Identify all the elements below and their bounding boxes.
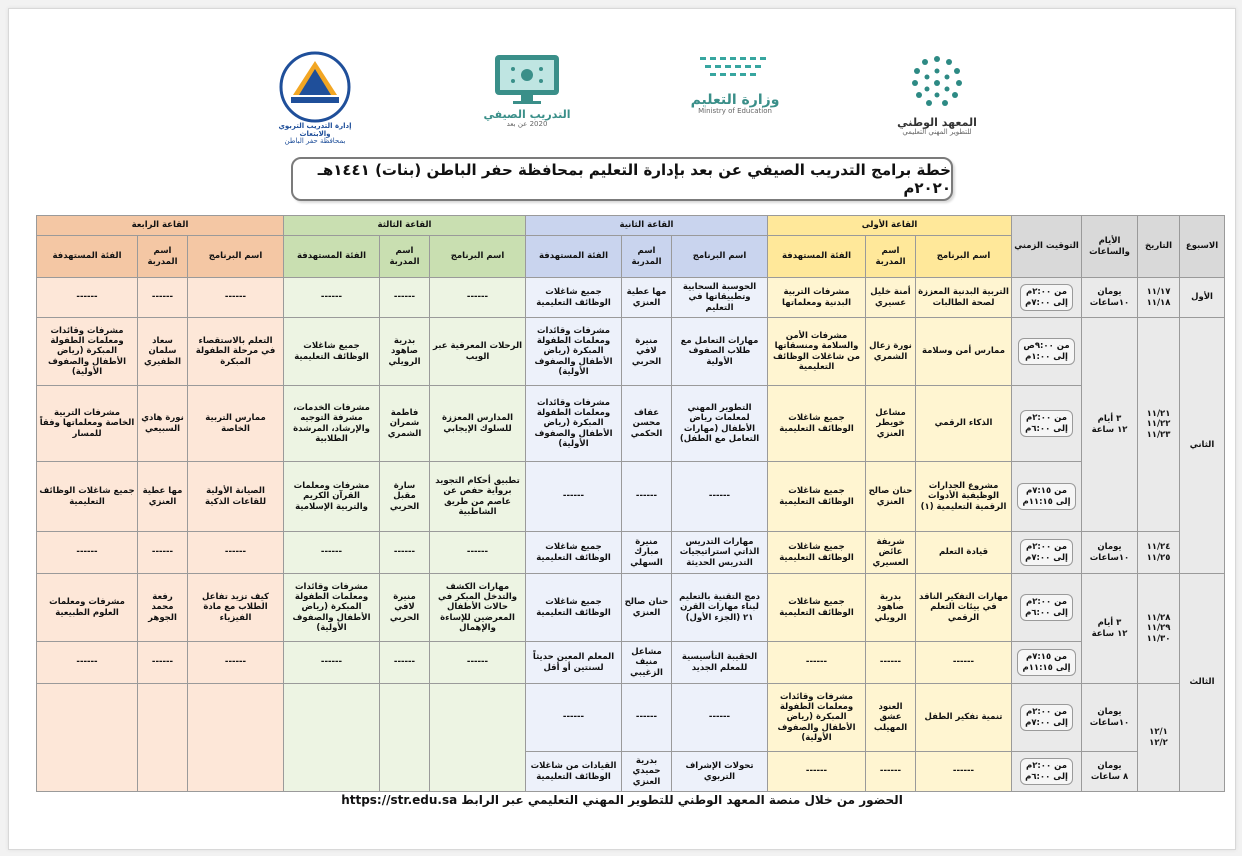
trainer-cell: العنود عشق المهيلب <box>866 684 916 752</box>
time-cell: من ٢:٠٠م إلى ٧:٠٠م <box>1020 284 1073 310</box>
ministry-logo <box>665 51 805 147</box>
target-cell: ------ <box>284 278 380 318</box>
days-cell: ٣ أيام ١٢ ساعة <box>1082 574 1138 684</box>
time-cell: من ٩:٠٠ص إلى ١:٠٠م <box>1018 338 1074 364</box>
date-cell: ١١/٢١ ١١/٢٢ ١١/٢٣ <box>1138 318 1180 532</box>
institute-subtitle: للتطوير المهني التعليمي <box>902 128 972 137</box>
trainer-cell: نورة هادي السبيعي <box>138 386 188 462</box>
trainer-cell: ------ <box>380 532 430 574</box>
target-cell: جميع شاغلات الوظائف التعليمية <box>768 386 866 462</box>
table-row <box>37 462 1225 532</box>
date-cell: ١١/٢٨ ١١/٢٩ ١١/٣٠ <box>1138 574 1180 684</box>
target-cell: ------ <box>37 642 138 684</box>
target-cell: جميع شاغلات الوظائف التعليمية <box>284 318 380 386</box>
header-time: التوقيت الزمني <box>1012 216 1082 278</box>
trainer-cell: سارة مقبل الحربي <box>380 462 430 532</box>
target-cell: ------ <box>526 462 622 532</box>
target-cell: مشرفات وقائدات ومعلمات الطفولة المبكرة (رياض الأطفال والصفوف الأولية) <box>284 574 380 642</box>
target-cell: ------ <box>526 684 622 752</box>
table-row <box>37 574 1225 642</box>
target-cell: جميع شاغلات الوظائف التعليمية <box>768 574 866 642</box>
target-cell: جميع شاغلات الوظائف التعليمية <box>37 462 138 532</box>
table-row <box>37 642 1225 684</box>
header-program: اسم البرنامج <box>916 236 1012 278</box>
time-cell: من ٢:٠٠م إلى ٦:٠٠م <box>1020 410 1073 436</box>
program-cell: ------ <box>430 278 526 318</box>
schedule-body <box>37 278 1225 792</box>
table-row <box>37 532 1225 574</box>
trainer-cell: ------ <box>622 684 672 752</box>
program-cell: ------ <box>916 642 1012 684</box>
program-cell: ------ <box>916 752 1012 792</box>
trainer-cell: منيرة لافي الحربي <box>380 574 430 642</box>
target-cell: مشرفات وقائدات ومعلمات الطفولة المبكرة (رياض الأطفال والصفوف الأولية) <box>526 386 622 462</box>
program-cell: تطبيق أحكام التجويد برواية حفص عن عاصم من طريق الشاطبية <box>430 462 526 532</box>
date-cell: ١١/٢٤ ١١/٢٥ <box>1138 532 1180 574</box>
date-cell: ١٢/١ ١٢/٢ <box>1138 684 1180 792</box>
trainer-cell: مشاعل منيف الزغيبي <box>622 642 672 684</box>
summer-training-logo <box>467 51 587 147</box>
trainer-cell: مشاعل خويطر العنزي <box>866 386 916 462</box>
time-cell: من ٢:٠٠م إلى ٦:٠٠م <box>1020 758 1073 784</box>
program-cell: مهارات الكشف والتدخل المبكر في حالات الأطفال المعرضين للإساءة والإهمال <box>430 574 526 642</box>
program-cell: الحقيبة التأسيسية للمعلم الجديد <box>672 642 768 684</box>
header-program: اسم البرنامج <box>430 236 526 278</box>
header-target: الفئة المستهدفة <box>284 236 380 278</box>
trainer-cell: فاطمة شمران الشمري <box>380 386 430 462</box>
target-cell: جميع شاغلات الوظائف التعليمية <box>526 278 622 318</box>
target-cell: جميع شاغلات الوظائف التعليمية <box>768 462 866 532</box>
institute-name: المعهد الوطني <box>897 116 977 129</box>
trainer-cell: سعاد سلمان الظفيري <box>138 318 188 386</box>
date-cell: ١١/١٧ ١١/١٨ <box>1138 278 1180 318</box>
monitor-icon <box>487 51 567 107</box>
document-page <box>8 8 1236 850</box>
target-cell: مشرفات الأمن والسلامة ومنسقاتها من شاغلات الوظائف التعليمية <box>768 318 866 386</box>
target-cell: ------ <box>37 278 138 318</box>
program-cell: الحوسبة السحابية وتطبيقاتها في التعليم <box>672 278 768 318</box>
target-cell: مشرفات التربية البدنية ومعلماتها <box>768 278 866 318</box>
trainer-cell: منيرة مبارك السهلي <box>622 532 672 574</box>
target-cell: ------ <box>768 752 866 792</box>
program-cell: مشروع الجدارات الوظيفية الأدوات الرقمية التعليمية (١) <box>916 462 1012 532</box>
trainer-cell: حنان صالح العنزي <box>866 462 916 532</box>
program-cell: ------ <box>672 462 768 532</box>
trainer-cell: نورة زعال الشمري <box>866 318 916 386</box>
target-cell: ------ <box>284 642 380 684</box>
program-cell: التعلم بالاستقصاء في مرحلة الطفولة المبكرة <box>188 318 284 386</box>
target-cell: مشرفات وقائدات ومعلمات الطفولة المبكرة (رياض الأطفال والصفوف الأولية) <box>526 318 622 386</box>
title-box <box>291 157 953 201</box>
empty-cell <box>37 684 138 792</box>
program-cell: كيف تزيد تفاعل الطلاب مع مادة الفيزياء <box>188 574 284 642</box>
trainer-cell: ------ <box>866 752 916 792</box>
ministry-name: وزارة التعليم <box>690 92 780 108</box>
target-cell: مشرفات الخدمات، مشرفة التوجيه والإرشاد، المرشدة الطلابية <box>284 386 380 462</box>
target-cell: ------ <box>37 532 138 574</box>
week-cell: الثاني <box>1180 318 1225 574</box>
ministry-emblem-icon <box>690 51 780 91</box>
days-cell: يومان ١٠ساعات <box>1082 684 1138 752</box>
trainer-cell: أمنة خليل عسيري <box>866 278 916 318</box>
header-program: اسم البرنامج <box>672 236 768 278</box>
trainer-cell: ------ <box>380 278 430 318</box>
time-cell: من ٧:١٥م إلى ١١:١٥م <box>1017 649 1075 675</box>
days-cell: يومان ١٠ساعات <box>1082 532 1138 574</box>
summer-training-subtitle: 2020 عن بعد <box>506 120 548 129</box>
program-cell: الرحلات المعرفية عبر الويب <box>430 318 526 386</box>
table-row <box>37 386 1225 462</box>
target-cell: القيادات من شاغلات الوظائف التعليمية <box>526 752 622 792</box>
admin-seal-icon <box>277 51 353 123</box>
footer-note: الحضور من خلال منصة المعهد الوطني للتطوير المهني التعليمي عبر الرابط https://str.edu.sa <box>341 793 903 807</box>
header-target: الفئة المستهدفة <box>37 236 138 278</box>
trainer-cell: رفعة محمد الجوهر <box>138 574 188 642</box>
program-cell: الصيانة الأولية للقاعات الذكية <box>188 462 284 532</box>
target-cell: مشرفات وقائدات ومعلمات الطفولة المبكرة (رياض الأطفال والصفوف الأولية) <box>37 318 138 386</box>
institute-emblem-icon <box>907 51 967 115</box>
header-days: الأيام والساعات <box>1082 216 1138 278</box>
program-cell: تحولات الإشراف التربوي <box>672 752 768 792</box>
header-hall-1: القاعة الأولى <box>768 216 1012 236</box>
table-row <box>37 684 1225 752</box>
header-date: التاريخ <box>1138 216 1180 278</box>
trainer-cell: منيرة لافي الحربي <box>622 318 672 386</box>
days-cell: يومان ١٠ساعات <box>1082 278 1138 318</box>
trainer-cell: مها عطية العنزي <box>138 462 188 532</box>
days-cell: ٣ أيام ١٢ ساعة <box>1082 318 1138 532</box>
target-cell: جميع شاغلات الوظائف التعليمية <box>526 532 622 574</box>
header-trainer: اسم المدربة <box>138 236 188 278</box>
admin-subtitle: بمحافظة حفر الباطن <box>284 137 346 146</box>
target-cell: مشرفات ومعلمات القرآن الكريم والتربية الإسلامية <box>284 462 380 532</box>
program-cell: ------ <box>430 642 526 684</box>
trainer-cell: ------ <box>138 642 188 684</box>
trainer-cell: بدرية صاهود الرويلي <box>866 574 916 642</box>
header-trainer: اسم المدربة <box>866 236 916 278</box>
program-cell: تنمية تفكير الطفل <box>916 684 1012 752</box>
program-cell: ------ <box>188 642 284 684</box>
summer-training-name: التدريب الصيفي <box>483 108 571 121</box>
trainer-cell: ------ <box>380 642 430 684</box>
empty-cell <box>188 684 284 792</box>
header-program: اسم البرنامج <box>188 236 284 278</box>
target-cell: المعلم المعين حديثاً لسنتين أو أقل <box>526 642 622 684</box>
empty-cell <box>430 684 526 792</box>
trainer-cell: عفاف محسن الحكمي <box>622 386 672 462</box>
admin-logo <box>265 51 365 147</box>
program-cell: التطوير المهني لمعلمات رياض الأطفال (مهارات التعامل مع الطفل) <box>672 386 768 462</box>
program-cell: مهارات التفكير الناقد في بيئات التعلم الرقمي <box>916 574 1012 642</box>
target-cell: مشرفات وقائدات ومعلمات الطفولة المبكرة (رياض الأطفال والصفوف الأولية) <box>768 684 866 752</box>
program-cell: ------ <box>672 684 768 752</box>
institute-logo <box>877 51 997 147</box>
header-hall-2: القاعة الثانية <box>526 216 768 236</box>
trainer-cell: ------ <box>138 278 188 318</box>
target-cell: ------ <box>284 532 380 574</box>
table-row <box>37 278 1225 318</box>
empty-cell <box>138 684 188 792</box>
logo-strip <box>9 51 1235 147</box>
program-cell: الذكاء الرقمي <box>916 386 1012 462</box>
time-cell: من ٢:٠٠م إلى ٧:٠٠م <box>1020 704 1073 730</box>
target-cell: ------ <box>768 642 866 684</box>
target-cell: مشرفات التربية الخاصة ومعلماتها وفقاً للمسار <box>37 386 138 462</box>
time-cell: من ٧:١٥م إلى ١١:١٥م <box>1017 483 1075 509</box>
ministry-subtitle: Ministry of Education <box>698 107 772 116</box>
trainer-cell: شريفة عائض العسيري <box>866 532 916 574</box>
time-cell: من ٢:٠٠م إلى ٦:٠٠م <box>1020 594 1073 620</box>
header-hall-4: القاعة الرابعة <box>37 216 284 236</box>
schedule-table <box>36 215 1225 792</box>
program-cell: المدارس المعززة للسلوك الإيجابي <box>430 386 526 462</box>
page-title: خطة برامج التدريب الصيفي عن بعد بإدارة التعليم بمحافظة حفر الباطن (بنات) ١٤٤١هـ ٢٠٢٠م <box>317 161 951 197</box>
program-cell: قيادة التعلم <box>916 532 1012 574</box>
admin-name: إدارة التدريب التربوي والابتعاث <box>278 122 352 138</box>
header-week: الاسبوع <box>1180 216 1225 278</box>
program-cell: ------ <box>430 532 526 574</box>
program-cell: مهارات التدريس الذاتي استراتيجيات التدريس الحديثة <box>672 532 768 574</box>
header-hall-3: القاعة الثالثة <box>284 216 526 236</box>
target-cell: جميع شاغلات الوظائف التعليمية <box>768 532 866 574</box>
program-cell: ------ <box>188 278 284 318</box>
header-trainer: اسم المدربة <box>380 236 430 278</box>
trainer-cell: ------ <box>622 462 672 532</box>
days-cell: يومان ٨ ساعات <box>1082 752 1138 792</box>
header-trainer: اسم المدربة <box>622 236 672 278</box>
empty-cell <box>284 684 380 792</box>
empty-cell <box>380 684 430 792</box>
trainer-cell: بدرية حميدي العنزي <box>622 752 672 792</box>
header-target: الفئة المستهدفة <box>526 236 622 278</box>
program-cell: التربية البدنية المعززة لصحة الطالبات <box>916 278 1012 318</box>
time-cell: من ٢:٠٠م إلى ٧:٠٠م <box>1020 539 1073 565</box>
week-cell: الثالث <box>1180 574 1225 792</box>
trainer-cell: بدرية صاهود الرويلي <box>380 318 430 386</box>
target-cell: مشرفات ومعلمات العلوم الطبيعية <box>37 574 138 642</box>
trainer-cell: ------ <box>866 642 916 684</box>
program-cell: ------ <box>188 532 284 574</box>
table-row <box>37 318 1225 386</box>
week-cell: الأول <box>1180 278 1225 318</box>
program-cell: دمج التقنية بالتعليم لبناء مهارات القرن ٢١ (الجزء الأول) <box>672 574 768 642</box>
trainer-cell: ------ <box>138 532 188 574</box>
target-cell: جميع شاغلات الوظائف التعليمية <box>526 574 622 642</box>
program-cell: ممارس أمن وسلامة <box>916 318 1012 386</box>
header-target: الفئة المستهدفة <box>768 236 866 278</box>
trainer-cell: مها عطية العنزي <box>622 278 672 318</box>
program-cell: ممارس التربية الخاصة <box>188 386 284 462</box>
program-cell: مهارات التعامل مع طلاب الصفوف الأولية <box>672 318 768 386</box>
trainer-cell: حنان صالح العنزي <box>622 574 672 642</box>
